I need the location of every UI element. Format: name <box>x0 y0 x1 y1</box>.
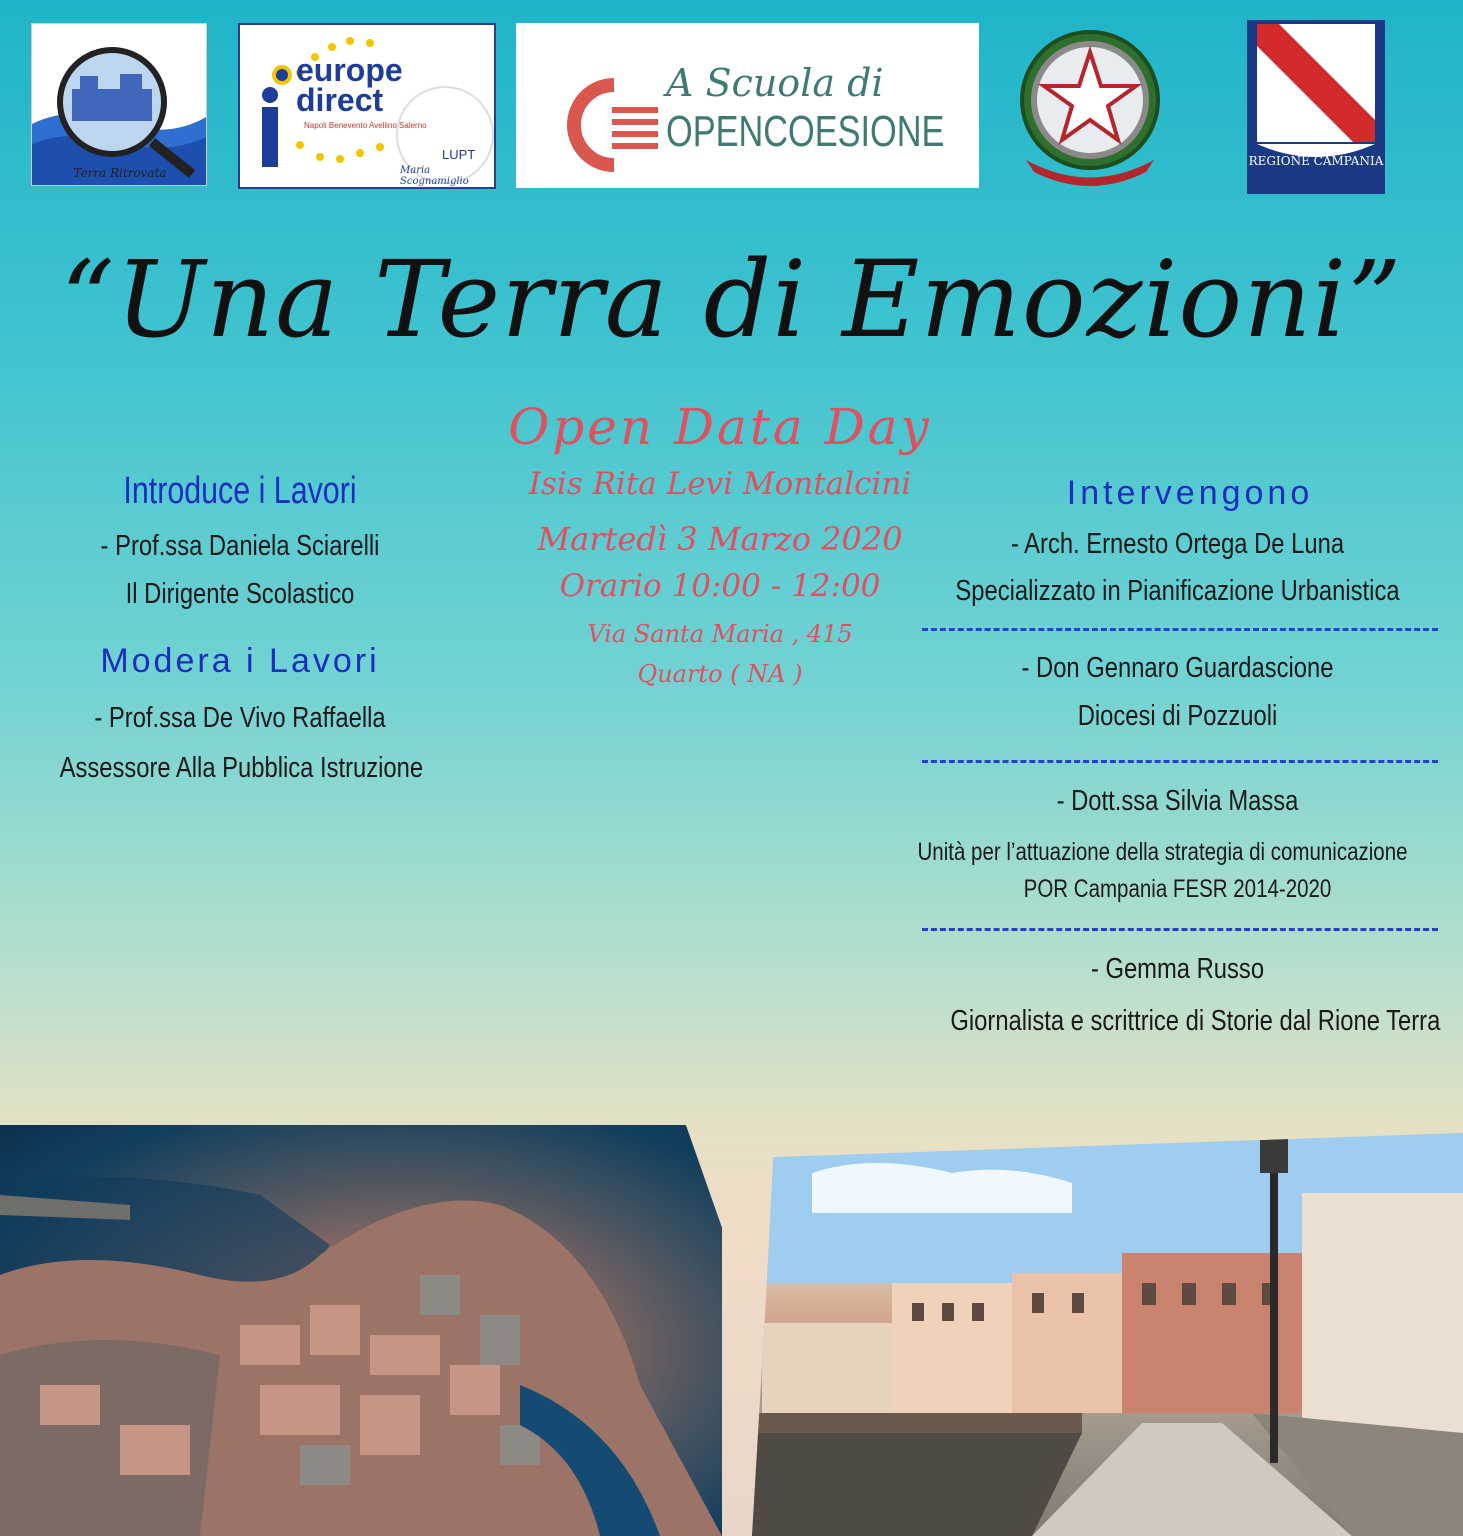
speaker-4-role: Giornalista e scrittrice di Storie dal Rione Terra <box>950 1005 1441 1037</box>
open-data-day-label: Open Data Day <box>508 398 932 456</box>
speaker-2-name: - Don Gennaro Guardascione <box>1021 652 1334 684</box>
emblem-repubblica-italiana <box>1006 20 1174 190</box>
event-street: Via Santa Maria , 415 <box>587 620 853 648</box>
event-title: “Una Terra di Emozioni” <box>60 238 1403 361</box>
event-time: Orario 10:00 - 12:00 <box>559 568 881 604</box>
divider <box>922 928 1438 931</box>
speaker-2-role: Diocesi di Pozzuoli <box>1077 700 1278 732</box>
europe-direct-cities: Napoli Benevento Avellino Salerno <box>304 121 427 130</box>
introduce-role: Il Dirigente Scolastico <box>125 578 355 610</box>
speaker-1-name: - Arch. Ernesto Ortega De Luna <box>1010 528 1345 560</box>
divider <box>922 628 1438 631</box>
modera-role: Assessore Alla Pubblica Istruzione <box>59 752 424 784</box>
direct-text: direct <box>296 82 384 118</box>
opencoesione-icon <box>564 75 664 175</box>
europe-text: europe <box>296 52 403 88</box>
event-date: Martedì 3 Marzo 2020 <box>537 520 903 558</box>
event-city: Quarto ( NA ) <box>637 660 803 688</box>
europe-direct-logo <box>238 23 496 189</box>
street-photo-rione-terra <box>752 1133 1463 1536</box>
divider <box>922 760 1438 763</box>
intervengono-heading: Intervengono <box>1066 474 1314 512</box>
terra-ritrovata-logo <box>31 23 207 186</box>
opencoesione-logo <box>516 23 979 188</box>
a-scuola-di-text: A Scuola di <box>666 61 884 105</box>
speaker-3-role: Unità per l’attuazione della strategia di comunicazione <box>917 838 1408 866</box>
introduce-heading: Introduce i Lavori <box>123 470 357 512</box>
aerial-photo-rione-terra <box>0 1125 722 1536</box>
speaker-3-role-2: POR Campania FESR 2014-2020 <box>1023 875 1332 903</box>
modera-speaker: - Prof.ssa De Vivo Raffaella <box>94 702 386 734</box>
introduce-speaker: - Prof.ssa Daniela Sciarelli <box>100 530 380 562</box>
lupt-label: LUPT <box>442 147 476 162</box>
modera-heading: Modera i Lavori <box>100 642 380 680</box>
speaker-1-role: Specializzato in Pianificazione Urbanistica <box>955 575 1400 607</box>
regione-campania-label: REGIONE CAMPANIA <box>1248 154 1384 168</box>
speaker-4-name: - Gemma Russo <box>1090 953 1265 985</box>
speaker-3-name: - Dott.ssa Silvia Massa <box>1056 785 1299 817</box>
opencoesione-text: OPENCOESIONE <box>666 107 945 156</box>
terra-ritrovata-label: Terra Ritrovata <box>73 166 167 180</box>
regione-campania-logo <box>1247 20 1385 194</box>
school-name: Isis Rita Levi Montalcini <box>528 466 912 502</box>
signature-label: Maria Scognamiglio <box>400 165 469 187</box>
